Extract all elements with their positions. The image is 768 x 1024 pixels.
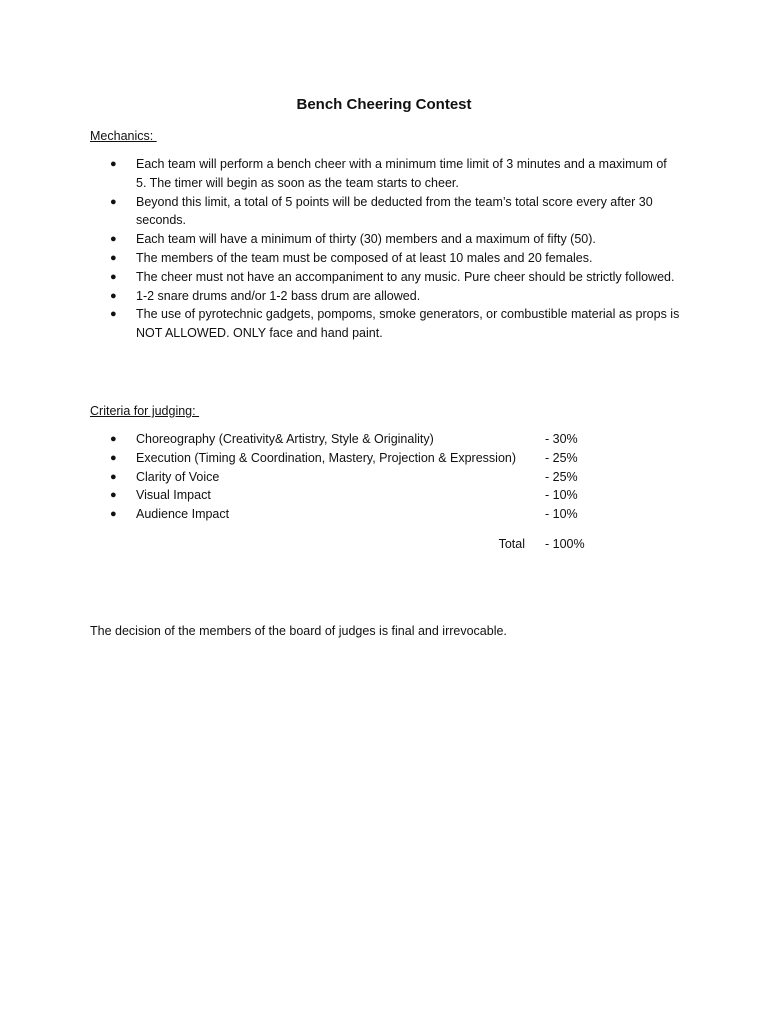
criteria-value: - 30% [545, 432, 578, 446]
criteria-value: - 25% [545, 450, 578, 465]
mechanics-item-text: Each team will have a minimum of thirty (30) members and a maximum of fifty (50). [136, 232, 596, 247]
mechanics-item-text: Beyond this limit, a total of 5 points will be deducted from the team’s total score every after 30 seconds. [136, 194, 653, 228]
bullet-icon: ● [110, 451, 117, 464]
mechanics-item [110, 230, 680, 249]
closing-statement: The decision of the members of the board of judges is final and irrevocable. [90, 624, 507, 638]
criteria-item [110, 449, 590, 468]
mechanics-item-text: 1-2 snare drums and/or 1-2 bass drum are allowed. [136, 288, 421, 303]
total-label: Total [498, 537, 525, 551]
criteria-label: Audience Impact [136, 507, 230, 522]
criteria-value: - 10% [545, 488, 578, 503]
mechanics-item [110, 155, 680, 193]
mechanics-item [110, 249, 680, 268]
mechanics-item-text: The members of the team must be composed of at least 10 males and 20 females. [136, 250, 593, 265]
criteria-value: - 10% [545, 507, 578, 522]
criteria-label: Clarity of Voice [136, 469, 220, 484]
bullet-icon: ● [110, 470, 117, 483]
mechanics-item-text: The use of pyrotechnic gadgets, pompoms, smoke generators, or combustible material as props is NOT ALLOWED. ONLY face and hand paint. [136, 307, 680, 341]
bullet-icon: ● [110, 233, 117, 246]
mechanics-item [110, 287, 680, 306]
mechanics-item-text: The cheer must not have an accompaniment to any music. Pure cheer should be strictly followed. [136, 269, 675, 284]
mechanics-item [110, 193, 680, 231]
criteria-heading: Criteria for judging: [90, 404, 200, 418]
criteria-label: Choreography (Creativity& Artistry, Style & Originality) [136, 432, 434, 446]
bullet-icon: ● [110, 489, 117, 502]
bullet-icon: ● [110, 158, 117, 170]
mechanics-item [110, 268, 680, 287]
mechanics-heading: Mechanics: [90, 129, 157, 143]
bullet-icon: ● [110, 508, 117, 521]
bullet-icon: ● [110, 251, 117, 264]
total-value: - 100% [545, 537, 585, 551]
bullet-icon: ● [110, 195, 117, 208]
criteria-label: Visual Impact [136, 488, 211, 503]
mechanics-list [110, 155, 680, 343]
bullet-icon: ● [110, 433, 117, 445]
criteria-item [110, 505, 590, 524]
document-title: Bench Cheering Contest [296, 96, 472, 113]
criteria-item [110, 468, 590, 487]
bullet-icon: ● [110, 308, 117, 321]
mechanics-item-text: Each team will perform a bench cheer with a minimum time limit of 3 minutes and a maximum of 5. The timer will begin as soon as the team starts to cheer. [136, 157, 667, 190]
bullet-icon: ● [110, 289, 117, 302]
criteria-list [110, 430, 590, 524]
criteria-item [110, 430, 590, 449]
mechanics-item [110, 305, 680, 343]
criteria-label: Execution (Timing & Coordination, Mastery, Projection & Expression) [136, 450, 517, 465]
criteria-value: - 25% [545, 469, 578, 484]
bullet-icon: ● [110, 270, 117, 283]
criteria-item [110, 486, 590, 505]
